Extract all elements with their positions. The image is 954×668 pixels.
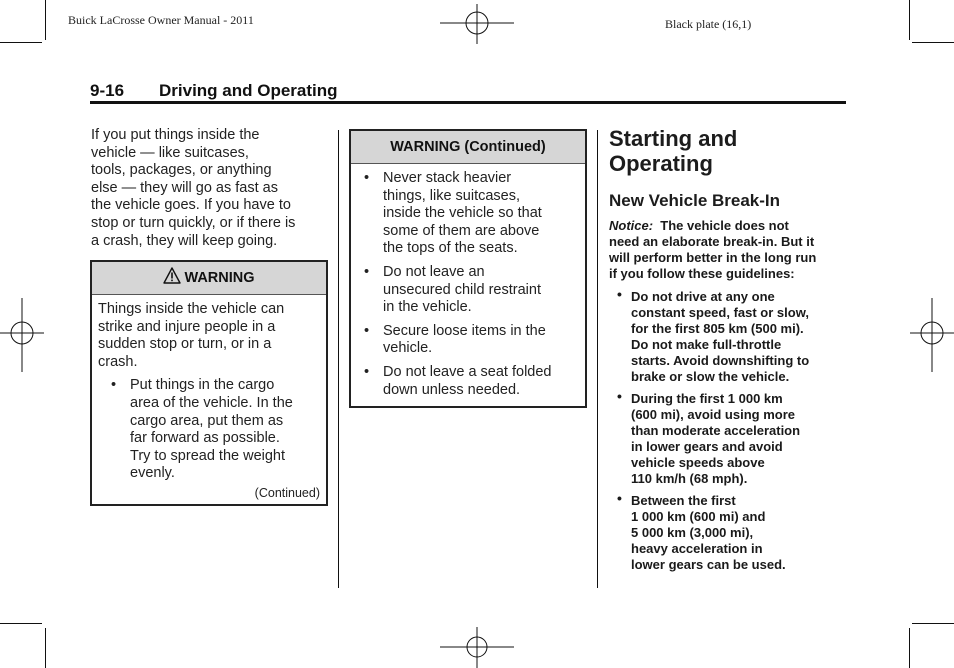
crop-mark: [0, 42, 42, 43]
notice-paragraph: [609, 218, 849, 579]
column-divider: [597, 130, 598, 588]
warning-triangle-icon: [163, 267, 181, 284]
text-line: vehicle.: [383, 340, 433, 357]
text-line: cargo area, put them as: [130, 412, 284, 429]
text-line: evenly.: [130, 465, 175, 482]
continued-label: (Continued): [254, 486, 320, 500]
bullet-item: [363, 364, 585, 399]
text-line: sudden stop or turn, or in a: [98, 336, 272, 353]
text-line: Things inside the vehicle can: [98, 301, 285, 317]
warning-label: WARNING: [184, 270, 255, 286]
text-line: far forward as possible.: [130, 430, 280, 447]
title-line: Starting and: [609, 126, 738, 151]
bullet-icon: •: [617, 286, 622, 302]
text-line: in lower gears and avoid: [631, 439, 783, 454]
text-line: brake or slow the vehicle.: [631, 369, 790, 384]
text-line: 5 000 km (3,000 mi),: [631, 525, 754, 540]
subsection-title: New Vehicle Break-In: [609, 191, 781, 210]
text-line: for the first 805 km (500 mi).: [631, 321, 804, 336]
crop-mark: [45, 0, 46, 40]
running-header-right: Black plate (16,1): [665, 17, 752, 31]
registration-mark-bottom: [440, 627, 514, 668]
text-line: area of the vehicle. In the: [130, 394, 293, 411]
text-line: things, like suitcases,: [383, 187, 521, 204]
section-rule: [90, 101, 846, 104]
text-line: vehicle speeds above: [631, 455, 765, 470]
bullet-item: [363, 323, 585, 358]
notice-text: The vehicle does not: [660, 218, 789, 233]
bullet-icon: •: [617, 490, 622, 506]
text-line: inside the vehicle so that: [383, 205, 542, 222]
text-line: Never stack heavier: [383, 170, 512, 186]
text-line: a crash, they will keep going.: [91, 232, 278, 249]
text-line: down unless needed.: [383, 381, 521, 398]
text-line: (600 mi), avoid using more: [631, 407, 795, 422]
text-line: If you put things inside the: [91, 127, 260, 143]
section-number: 9-16: [90, 81, 125, 100]
bullet-icon: •: [364, 263, 370, 280]
text-line: starts. Avoid downshifting to: [631, 353, 810, 368]
text-line: Secure loose items in the: [383, 322, 546, 339]
warning-header: WARNING (Continued): [351, 131, 585, 164]
text-line: if you follow these guidelines:: [609, 266, 795, 281]
text-line: heavy acceleration in: [631, 541, 763, 556]
registration-mark-left: [0, 298, 44, 372]
text-line: the tops of the seats.: [383, 240, 518, 257]
bullet-icon: •: [617, 388, 622, 404]
warning-body: [92, 295, 326, 483]
registration-mark-top: [440, 4, 514, 44]
bullet-icon: •: [364, 322, 370, 339]
bullet-item: [363, 170, 585, 258]
registration-mark-right: [910, 298, 954, 372]
text-line: strike and injure people in a: [98, 318, 276, 335]
crop-mark: [909, 0, 910, 40]
page-title: [609, 126, 737, 176]
text-line: unsecured child restraint: [383, 281, 541, 298]
running-header-left: Buick LaCrosse Owner Manual - 2011: [68, 13, 254, 27]
text-line: [609, 218, 849, 234]
text-line: in the vehicle.: [383, 299, 472, 316]
text-line: need an elaborate break-in. But it: [609, 234, 815, 249]
warning-box-continued: [349, 129, 587, 408]
title-line: Operating: [609, 151, 713, 176]
text-line: Do not make full-throttle: [631, 337, 782, 352]
text-line: Do not leave a seat folded: [383, 363, 552, 380]
notice-label: Notice:: [609, 218, 654, 233]
text-line: 1 000 km (600 mi) and: [631, 509, 766, 524]
warning-box: [90, 260, 328, 506]
bullet-item: [609, 388, 849, 487]
warning-body: [351, 164, 585, 399]
section-title: Driving and Operating: [159, 81, 338, 100]
bullet-item: [110, 377, 326, 483]
bullet-icon: •: [111, 377, 117, 394]
bullet-item: [609, 286, 849, 385]
text-line: vehicle — like suitcases,: [91, 144, 249, 161]
crop-mark: [0, 623, 42, 624]
text-line: stop or turn quickly, or if there is: [91, 214, 296, 231]
text-line: Put things in the cargo: [130, 377, 275, 394]
text-line: will perform better in the long run: [609, 250, 817, 265]
text-line: crash.: [98, 353, 138, 370]
intro-paragraph: [91, 127, 331, 250]
text-line: 110 km/h (68 mph).: [631, 471, 748, 486]
bullet-item: [363, 264, 585, 317]
crop-mark: [912, 623, 954, 624]
crop-mark: [912, 42, 954, 43]
text-line: else — they will go as fast as: [91, 179, 278, 196]
crop-mark: [45, 628, 46, 668]
text-line: During the first 1 000 km: [631, 391, 783, 406]
text-line: the vehicle goes. If you have to: [91, 197, 291, 214]
text-line: than moderate acceleration: [631, 423, 801, 438]
text-line: Between the first: [631, 493, 736, 508]
warning-header: [92, 262, 326, 295]
bullet-icon: •: [364, 170, 370, 186]
text-line: some of them are above: [383, 222, 540, 239]
column-divider: [338, 130, 339, 588]
text-line: Try to spread the weight: [130, 447, 286, 464]
crop-mark: [909, 628, 910, 668]
text-line: Do not drive at any one: [631, 289, 775, 304]
bullet-item: [609, 490, 849, 573]
text-line: lower gears can be used.: [631, 557, 786, 572]
text-line: tools, packages, or anything: [91, 162, 272, 179]
bullet-icon: •: [364, 363, 370, 380]
text-line: Do not leave an: [383, 263, 485, 280]
text-line: constant speed, fast or slow,: [631, 305, 809, 320]
